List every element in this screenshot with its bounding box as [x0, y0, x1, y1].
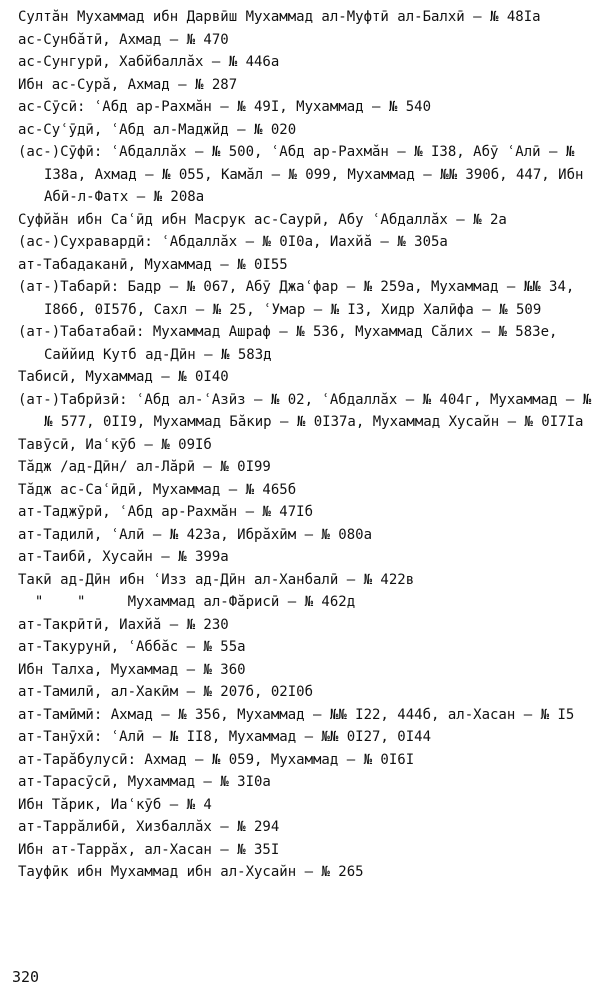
- index-entry: Тӑдж /ад-Дӣн/ ал-Лӑрӣ – № 0I99: [18, 459, 271, 475]
- index-entry: Ибн ат-Таррӑх, ал-Хасан – № 35I: [18, 841, 280, 858]
- index-entry: Суфйӑн ибн Саʿӣд ибн Масрук ас-Саурӣ, Абу ʿАбдаллӑх – № 2а: [18, 211, 507, 228]
- index-entry: Ибн Тӑрик, Иаʿкӯб – № 4: [18, 796, 212, 813]
- index-entry: ат-Тамӣмӣ: Ахмад – № 356, Мухаммад – №№ I22, 444б, ал-Хасан – № I5: [18, 706, 575, 723]
- index-entry: Тӑдж ас-Саʿӣдӣ, Мухаммад – № 465б: [18, 481, 297, 498]
- index-entry: Ибн ас-Сурӑ, Ахмад – № 287: [18, 76, 238, 93]
- index-entry: (ас-)Сухравардӣ: ʿАбдаллӑх – № 0I0а, Иахйӑ – № 305а: [18, 234, 448, 250]
- index-entry: ат-Тарӑбулусӣ: Ахмад – № 059, Мухаммад – № 0I6I: [18, 751, 415, 768]
- index-entry: Ибн Талха, Мухаммад – № 360: [18, 661, 246, 678]
- index-entry: Тауфӣк ибн Мухаммад ибн ал-Хусайн – № 265: [18, 864, 364, 880]
- index-entry: ат-Тадилӣ, ʿАлӣ – № 423а, Ибрӑхӣм – № 080а: [18, 526, 373, 543]
- index-entry: ас-Сӯсӣ: ʿАбд ар-Рахмӑн – № 49I, Мухаммад – № 540: [18, 99, 432, 115]
- index-entry: ас-Суʿӯдӣ, ʿАбд ал-Маджйд – № 020: [18, 121, 297, 138]
- index-entry: ат-Таджӯрӣ, ʿАбд ар-Рахмӑн – № 47Iб: [18, 504, 314, 520]
- index-entry: (ат-)Табрӣзӣ: ʿАбд ал-ʿАзӣз – № 02, ʿАбдаллӑх – № 404г, Мухаммад – №№ 577, 0II9, Мухаммад Бӑкир – № 0I37а, Мухаммад Хусайн – № 0I7Iа: [18, 391, 592, 430]
- index-entry: ат-Таррӑлибӣ, Хизбаллӑх – № 294: [18, 819, 280, 835]
- index-entry: ас-Сунгурӣ, Хабйбаллӑх – № 446а: [18, 54, 280, 70]
- index-entry: ат-Таибӣ, Хусайн – № 399а: [18, 549, 229, 565]
- index-entry: ат-Такурунӣ, ʿАббӑс – № 55а: [18, 639, 246, 655]
- page-number: 320: [12, 968, 40, 986]
- index-entry: ат-Танӯхӣ: ʿАлӣ – № II8, Мухаммад – №№ 0I27, 0I44: [18, 729, 432, 745]
- index-entry: Султӑн Мухаммад ибн Дарвӣш Мухаммад ал-Муфтӣ ал-Балхӣ – № 48Iа: [18, 9, 541, 25]
- index-entry: ат-Такрӣтӣ, Иахйӑ – № 230: [18, 616, 229, 633]
- index-entry: (ат-)Табарӣ: Бадр – № 067, Абӯ Джаʿфар – № 259а, Мухаммад – №№ 34, I86б, 0I57б, Сахл – № 25, ʿУмар – № I3, Хидр Халӣфа – № 509: [18, 279, 583, 318]
- index-entry: Такӣ ад-Дӣн ибн ʿИзз ад-Дӣн ал-Ханбалӣ – № 422в: [18, 571, 415, 588]
- index-entry: (ас-)Сӯфӣ: ʿАбдаллӑх – № 500, ʿАбд ар-Рахмӑн – № I38, Абӯ ʿАлӣ – № I38а, Ахмад – № 055, Камӑл – № 099, Мухаммад – №№ 390б, 447, Ибн Абӣ-л-Фатх – № 208а: [18, 144, 592, 205]
- index-entry: ас-Сунбӑтӣ, Ахмад – № 470: [18, 31, 229, 48]
- index-entry: Тавӯсӣ, Иаʿкӯб – № 09Iб: [18, 436, 212, 453]
- index-entries: [18, 6, 592, 884]
- index-entry: Табисӣ, Мухаммад – № 0I40: [18, 369, 229, 385]
- index-entry: ат-Тамилӣ, ал-Хакӣм – № 207б, 02I0б: [18, 684, 314, 700]
- index-entry: ат-Тарасӯсӣ, Мухаммад – № 3I0а: [18, 774, 271, 790]
- index-entry: ат-Табадаканӣ, Мухаммад – № 0I55: [18, 256, 288, 273]
- index-entry: (ат-)Табатабаӣ: Мухаммад Ашраф – № 536, Мухаммад Сӑлих – № 583е, Саййид Кутб ад-Дӣн – № 583д: [18, 324, 566, 363]
- index-entry-ditto: " " Мухаммад ал-Фӑрисӣ – № 462д: [18, 594, 356, 610]
